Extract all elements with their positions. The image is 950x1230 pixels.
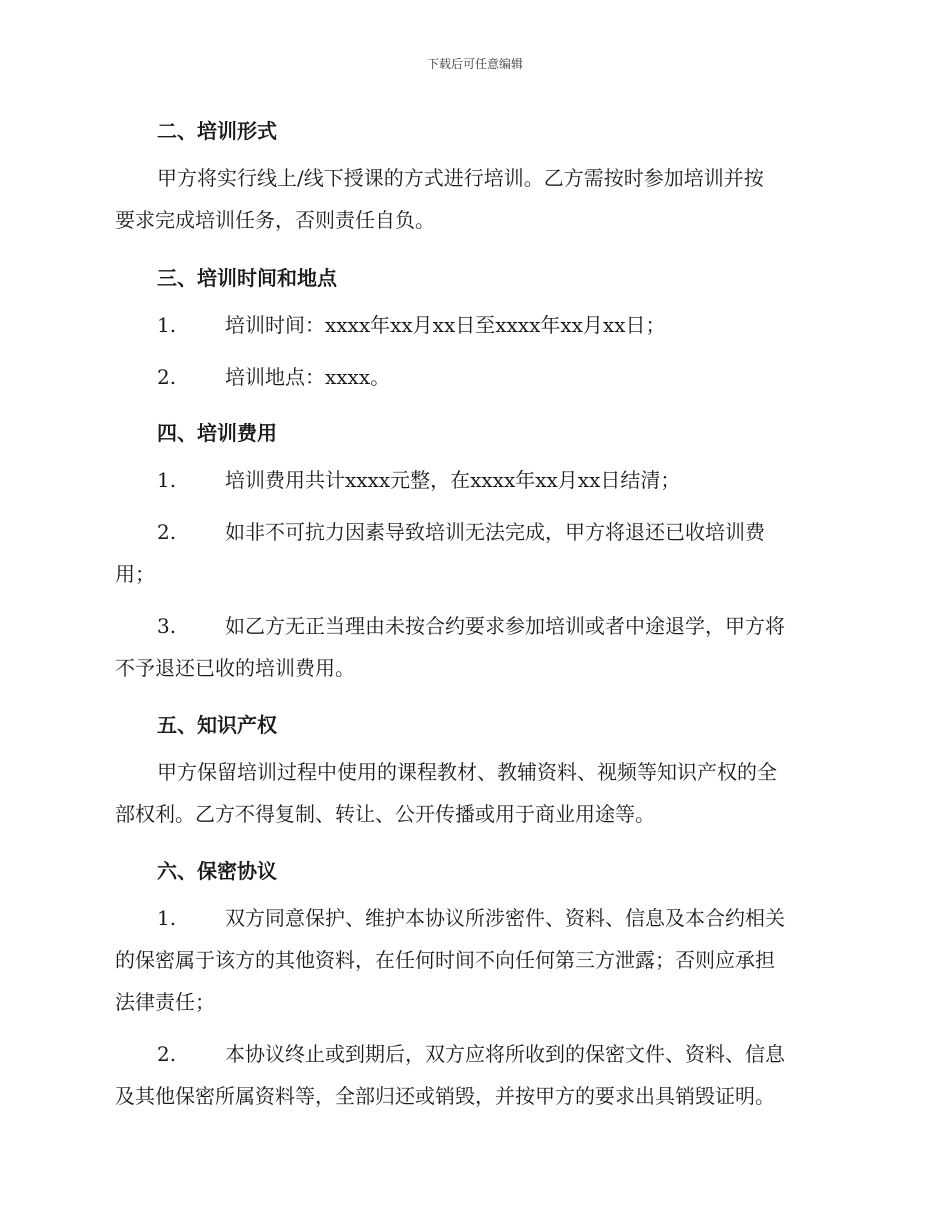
paragraph-format bbox=[115, 157, 835, 241]
list-item bbox=[115, 459, 835, 501]
paragraph-line: 部权利。乙方不得复制、转让、公开传播或用于商业用途等。 bbox=[115, 802, 655, 826]
section-title-format: 二、培训形式 bbox=[157, 119, 277, 143]
paragraph-line: 甲方将实行线上/线下授课的方式进行培训。乙方需按时参加培训并按 bbox=[157, 166, 764, 190]
list-number: 2. bbox=[157, 365, 177, 389]
list-text-cont: 法律责任； bbox=[115, 990, 215, 1014]
section-title-ip: 五、知识产权 bbox=[157, 713, 277, 737]
list-number: 2. bbox=[157, 520, 177, 544]
paragraph-line: 要求完成培训任务，否则责任自负。 bbox=[115, 208, 435, 232]
list-text: 培训地点：xxxx。 bbox=[225, 365, 391, 389]
list-item bbox=[115, 605, 835, 689]
list-item bbox=[115, 897, 835, 1023]
list-text-cont: 及其他保密所属资料等，全部归还或销毁，并按甲方的要求出具销毁证明。 bbox=[115, 1084, 775, 1108]
list-text: 培训费用共计xxxx元整，在xxxx年xx月xx日结清； bbox=[225, 468, 681, 492]
list-item bbox=[115, 304, 835, 346]
list-item bbox=[115, 511, 835, 595]
list-text-cont: 用； bbox=[115, 562, 155, 586]
list-number: 1. bbox=[157, 468, 177, 492]
list-item bbox=[115, 356, 835, 398]
list-text-cont: 的保密属于该方的其他资料，在任何时间不向任何第三方泄露；否则应承担 bbox=[115, 948, 775, 972]
list-text: 双方同意保护、维护本协议所涉密件、资料、信息及本合约相关 bbox=[225, 906, 785, 930]
list-number: 2. bbox=[157, 1042, 177, 1066]
list-number: 1. bbox=[157, 906, 177, 930]
list-text: 如乙方无正当理由未按合约要求参加培训或者中途退学，甲方将 bbox=[225, 614, 785, 638]
paragraph-line: 甲方保留培训过程中使用的课程教材、教辅资料、视频等知识产权的全 bbox=[157, 760, 777, 784]
section-title-confidentiality: 六、保密协议 bbox=[157, 859, 277, 883]
list-text-cont: 不予退还已收的培训费用。 bbox=[115, 656, 355, 680]
page-header: 下载后可任意编辑 bbox=[426, 57, 523, 71]
list-text: 培训时间：xxxx年xx月xx日至xxxx年xx月xx日； bbox=[225, 313, 666, 337]
list-text: 本协议终止或到期后，双方应将所收到的保密文件、资料、信息 bbox=[225, 1042, 785, 1066]
section-title-fees: 四、培训费用 bbox=[157, 421, 277, 445]
list-item bbox=[115, 1033, 835, 1117]
list-number: 1. bbox=[157, 313, 177, 337]
section-title-time-place: 三、培训时间和地点 bbox=[157, 266, 337, 290]
list-text: 如非不可抗力因素导致培训无法完成，甲方将退还已收培训费 bbox=[225, 520, 765, 544]
paragraph-ip bbox=[115, 751, 835, 835]
list-number: 3. bbox=[157, 614, 177, 638]
